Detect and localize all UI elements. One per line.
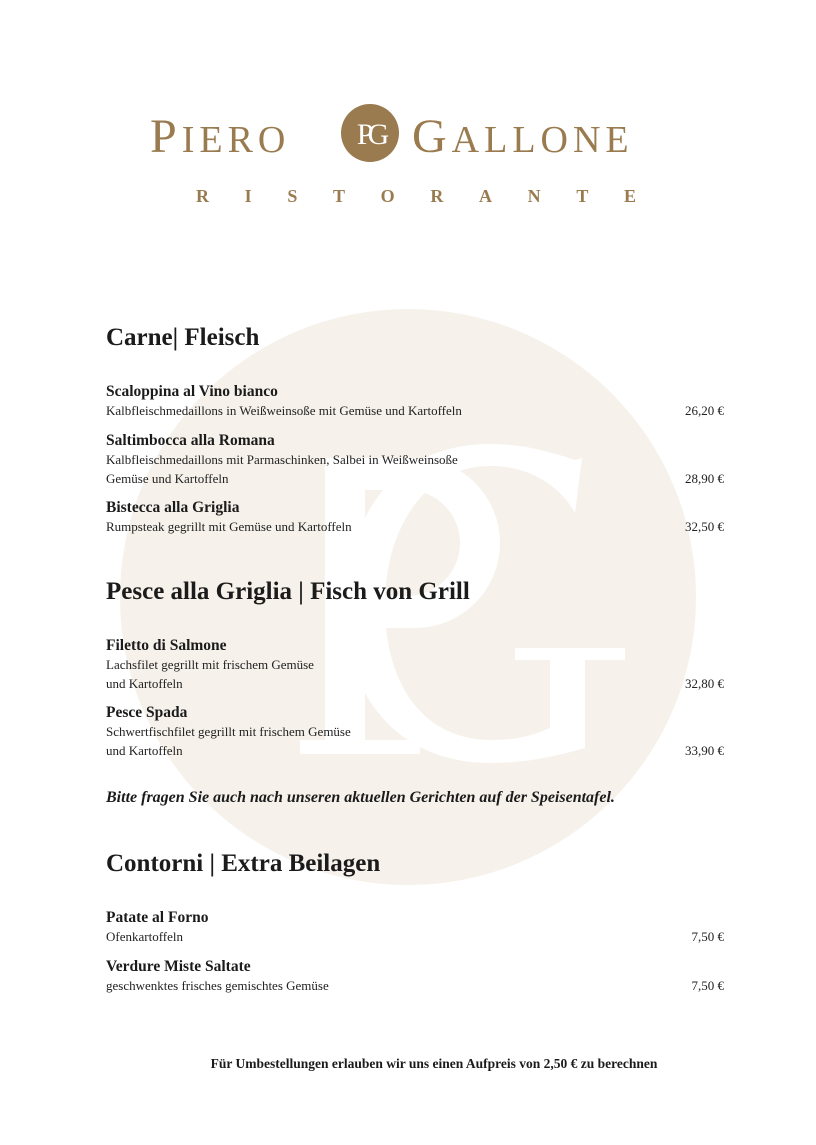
menu-item [106, 957, 726, 995]
subtitle-letter: A [479, 186, 492, 206]
section-title-carne: Carne| Fleisch [106, 324, 260, 351]
menu-item [106, 703, 726, 760]
menu-item-description: geschwenktes frisches gemischtes Gemüse [106, 978, 329, 993]
logo-first-name [150, 109, 290, 164]
subtitle-letter: T [576, 186, 589, 206]
logo-first-initial: P [150, 110, 182, 163]
subtitle-letter: I [244, 186, 252, 206]
logo-subtitle [196, 186, 636, 207]
menu-item-name: Scaloppina al Vino bianco [106, 383, 278, 400]
menu-item-name: Filetto di Salmone [106, 637, 227, 654]
menu-item-description: Kalbfleischmedaillons mit Parmaschinken, Salbei in Weißweinsoße Gemüse und Kartoffeln [106, 452, 458, 486]
menu-item-price: 32,50 € [685, 519, 724, 534]
subtitle-letter: T [333, 186, 346, 206]
menu-item-name: Pesce Spada [106, 704, 188, 721]
menu-item-description: Schwertfischfilet gegrillt mit frischem Gemüse und Kartoffeln [106, 724, 351, 758]
subtitle-letter: R [196, 186, 209, 206]
menu-item [106, 636, 726, 693]
subtitle-letter: O [380, 186, 395, 206]
footer-note: Für Umbestellungen erlauben wir uns einen Aufpreis von 2,50 € zu berechnen [210, 1056, 658, 1071]
menu-item-price: 26,20 € [685, 403, 724, 418]
menu-item-description: Rumpsteak gegrillt mit Gemüse und Kartoffeln [106, 519, 352, 534]
menu-item [106, 498, 726, 536]
menu-item [106, 908, 726, 946]
menu-item-name: Patate al Forno [106, 909, 209, 926]
logo-last-name [412, 109, 634, 164]
menu-item-description: Ofenkartoffeln [106, 929, 184, 944]
menu-item [106, 431, 726, 488]
logo-last-rest: ALLONE [451, 119, 634, 161]
menu-item-name: Bistecca alla Griglia [106, 499, 240, 516]
subtitle-letter: N [527, 186, 541, 206]
menu-item-description: Lachsfilet gegrillt mit frischem Gemüse und Kartoffeln [106, 657, 314, 691]
menu-item-price: 7,50 € [691, 929, 724, 944]
section-title-pesce: Pesce alla Griglia | Fisch von Grill [106, 578, 470, 605]
menu-item-price: 28,90 € [685, 471, 724, 486]
logo-first-rest: IERO [181, 119, 291, 161]
section-title-contorni: Contorni | Extra Beilagen [106, 850, 381, 877]
menu-item [106, 382, 726, 420]
menu-item-price: 32,80 € [685, 676, 724, 691]
monogram-text: PG [356, 118, 384, 151]
subtitle-letter: R [430, 186, 444, 206]
menu-item-description: Kalbfleischmedaillons in Weißweinsoße mit Gemüse und Kartoffeln [106, 403, 462, 418]
menu-item-name: Saltimbocca alla Romana [106, 432, 275, 449]
menu-item-price: 33,90 € [685, 743, 724, 758]
logo-last-initial: G [412, 110, 452, 163]
restaurant-logo [0, 103, 816, 168]
subtitle-letter: E [623, 186, 636, 206]
menu-item-name: Verdure Miste Saltate [106, 958, 251, 975]
menu-item-price: 7,50 € [691, 978, 724, 993]
subtitle-letter: S [287, 186, 298, 206]
monogram-badge-icon [340, 103, 400, 163]
daily-specials-note: Bitte fragen Sie auch nach unseren aktuellen Gerichten auf der Speisentafel. [106, 789, 615, 806]
